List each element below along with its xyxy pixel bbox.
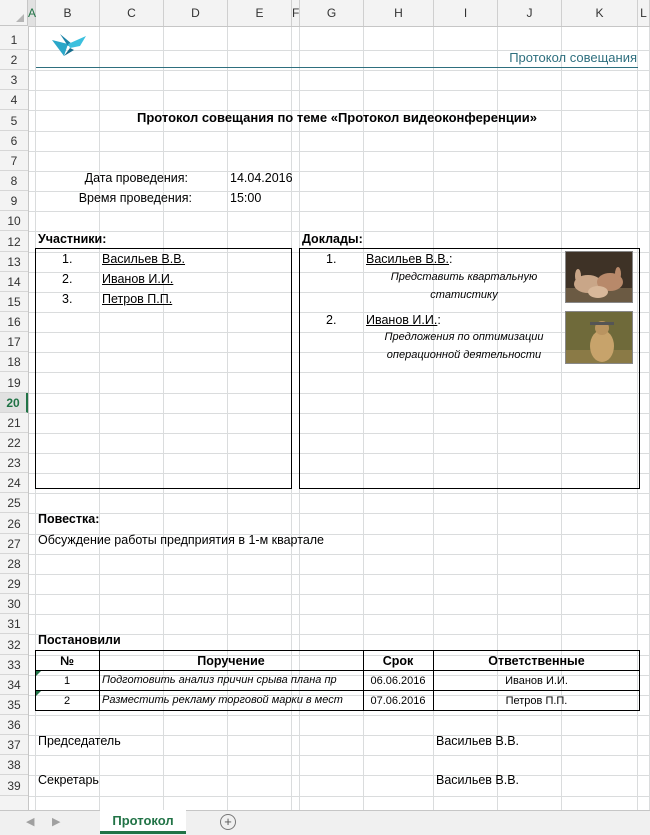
row-header-36[interactable]: 36	[0, 715, 28, 735]
row-header-7[interactable]: 7	[0, 151, 28, 171]
column-header-g[interactable]: G	[300, 0, 364, 26]
row-deadline[interactable]: 07.06.2016	[370, 695, 426, 707]
row-header-16[interactable]: 16	[0, 312, 28, 332]
gridline-horizontal	[28, 70, 650, 71]
row-task[interactable]: Разместить рекламу торговой марки в мест	[102, 694, 343, 706]
participant-number: 1.	[62, 252, 73, 266]
time-value[interactable]: 15:00	[230, 191, 262, 205]
column-header-b[interactable]: B	[36, 0, 100, 26]
row-header-8[interactable]: 8	[0, 171, 28, 191]
row-header-37[interactable]: 37	[0, 735, 28, 755]
header-rule	[36, 67, 638, 68]
row-header-33[interactable]: 33	[0, 655, 28, 675]
report-topic: Представить квартальную	[390, 271, 538, 283]
row-header-14[interactable]: 14	[0, 272, 28, 292]
row-header-bar	[0, 26, 29, 810]
row-header-39[interactable]: 39	[0, 776, 28, 796]
report-topic: Предложения по оптимизации	[384, 331, 544, 343]
row-header-19[interactable]: 19	[0, 373, 28, 393]
reports-heading: Доклады:	[302, 232, 363, 246]
row-header-15[interactable]: 15	[0, 292, 28, 312]
participant-name[interactable]: Васильев В.В.	[102, 252, 186, 266]
report-speaker-name: Иванов И.И.	[366, 313, 438, 327]
decisions-heading: Постановили	[38, 633, 121, 647]
column-header-e[interactable]: E	[228, 0, 292, 26]
participant-number: 3.	[62, 292, 73, 306]
gridline-horizontal	[28, 594, 650, 595]
col-header-num: №	[60, 654, 74, 668]
report-number: 1.	[326, 252, 337, 266]
row-header-31[interactable]: 31	[0, 614, 28, 634]
row-header-23[interactable]: 23	[0, 453, 28, 473]
row-header-32[interactable]: 32	[0, 635, 28, 655]
row-header-35[interactable]: 35	[0, 695, 28, 715]
report-speaker[interactable]	[366, 313, 441, 327]
protocol-header-label: Протокол совещания	[509, 50, 637, 65]
gridline-horizontal	[28, 775, 650, 776]
row-num[interactable]: 1	[63, 675, 71, 687]
report-speaker-colon: :	[437, 313, 441, 327]
table-divider	[35, 690, 640, 691]
row-header-18[interactable]: 18	[0, 352, 28, 372]
row-header-4[interactable]: 4	[0, 90, 28, 110]
row-header-24[interactable]: 24	[0, 473, 28, 493]
column-header-bar	[0, 0, 650, 27]
gridline-horizontal	[28, 493, 650, 494]
gridline-horizontal	[28, 131, 650, 132]
scroll-tabs-right-icon[interactable]: ▶	[52, 816, 61, 828]
date-value[interactable]: 14.04.2016	[230, 171, 293, 185]
time-label: Время проведения:	[78, 191, 192, 205]
row-header-6[interactable]: 6	[0, 131, 28, 151]
select-all-corner[interactable]	[0, 0, 28, 26]
row-header-17[interactable]: 17	[0, 332, 28, 352]
gridline-horizontal	[28, 211, 650, 212]
gridline-horizontal	[28, 715, 650, 716]
agenda-heading: Повестка:	[38, 512, 100, 526]
column-header-a[interactable]: A	[28, 0, 36, 26]
row-header-20[interactable]: 20	[0, 393, 28, 413]
row-header-13[interactable]: 13	[0, 252, 28, 272]
bird-logo-icon	[50, 30, 90, 60]
row-header-3[interactable]: 3	[0, 70, 28, 90]
gridline-horizontal	[28, 735, 650, 736]
page-title: Протокол совещания по теме «Протокол видеоконференции»	[136, 110, 538, 125]
row-header-27[interactable]: 27	[0, 534, 28, 554]
report-speaker-name: Васильев В.В.	[366, 252, 450, 266]
row-responsible[interactable]: Петров П.П.	[505, 695, 568, 707]
row-responsible[interactable]: Иванов И.И.	[505, 675, 568, 687]
row-header-12[interactable]: 12	[0, 232, 28, 252]
gridline-horizontal	[28, 755, 650, 756]
column-header-c[interactable]: C	[100, 0, 164, 26]
date-label: Дата проведения:	[84, 171, 188, 185]
gridline-horizontal	[28, 151, 650, 152]
column-header-f[interactable]: F	[292, 0, 300, 26]
participant-name[interactable]: Иванов И.И.	[102, 272, 174, 286]
column-header-i[interactable]: I	[434, 0, 498, 26]
column-header-k[interactable]: K	[562, 0, 638, 26]
rabbits-photo[interactable]	[565, 251, 633, 303]
participants-heading: Участники:	[38, 232, 107, 246]
secretary-label: Секретарь	[38, 773, 99, 787]
chair-label: Председатель	[38, 734, 121, 748]
column-header-d[interactable]: D	[164, 0, 228, 26]
row-num[interactable]: 2	[63, 695, 71, 707]
row-header-30[interactable]: 30	[0, 594, 28, 614]
scroll-tabs-left-icon[interactable]: ◀	[26, 816, 35, 828]
col-header-deadline: Срок	[382, 654, 414, 668]
row-header-29[interactable]: 29	[0, 574, 28, 594]
row-header-1[interactable]: 1	[0, 30, 28, 50]
secretary-name[interactable]: Васильев В.В.	[436, 773, 520, 787]
column-header-l[interactable]: L	[638, 0, 650, 26]
row-header-22[interactable]: 22	[0, 433, 28, 453]
sheet-tab-protocol[interactable]: Протокол	[100, 810, 186, 834]
row-header-2[interactable]: 2	[0, 50, 28, 70]
prairie-dog-photo[interactable]	[565, 311, 633, 364]
gridline-horizontal	[28, 574, 650, 575]
row-header-21[interactable]: 21	[0, 413, 28, 433]
participant-name[interactable]: Петров П.П.	[102, 292, 173, 306]
column-header-j[interactable]: J	[498, 0, 562, 26]
report-topic: статистику	[430, 289, 498, 301]
report-topic: операционной деятельности	[386, 349, 542, 361]
row-deadline[interactable]: 06.06.2016	[370, 675, 426, 687]
row-task[interactable]: Подготовить анализ причин срыва плана пр	[102, 674, 337, 686]
add-sheet-icon[interactable]: +	[220, 814, 236, 830]
table-divider	[35, 670, 640, 671]
sheet-tab-bar	[0, 810, 650, 835]
gridline-horizontal	[28, 554, 650, 555]
row-header-34[interactable]: 34	[0, 675, 28, 695]
row-header-10[interactable]: 10	[0, 211, 28, 231]
row-header-28[interactable]: 28	[0, 554, 28, 574]
agenda-text[interactable]: Обсуждение работы предприятия в 1-м квартале	[38, 533, 325, 547]
report-speaker[interactable]	[366, 252, 453, 266]
row-header-25[interactable]: 25	[0, 493, 28, 513]
gridline-horizontal	[28, 796, 650, 797]
participant-number: 2.	[62, 272, 73, 286]
row-header-9[interactable]: 9	[0, 191, 28, 211]
report-number: 2.	[326, 313, 337, 327]
row-header-38[interactable]: 38	[0, 755, 28, 775]
gridline-horizontal	[28, 634, 650, 635]
col-header-task: Поручение	[197, 654, 265, 668]
report-speaker-colon: :	[449, 252, 453, 266]
chair-name[interactable]: Васильев В.В.	[436, 734, 520, 748]
gridline-horizontal	[28, 513, 650, 514]
row-header-5[interactable]: 5	[0, 111, 28, 131]
row-header-26[interactable]: 26	[0, 514, 28, 534]
column-header-h[interactable]: H	[364, 0, 434, 26]
gridline-horizontal	[28, 614, 650, 615]
col-header-responsible: Ответственные	[488, 654, 585, 668]
gridline-horizontal	[28, 90, 650, 91]
